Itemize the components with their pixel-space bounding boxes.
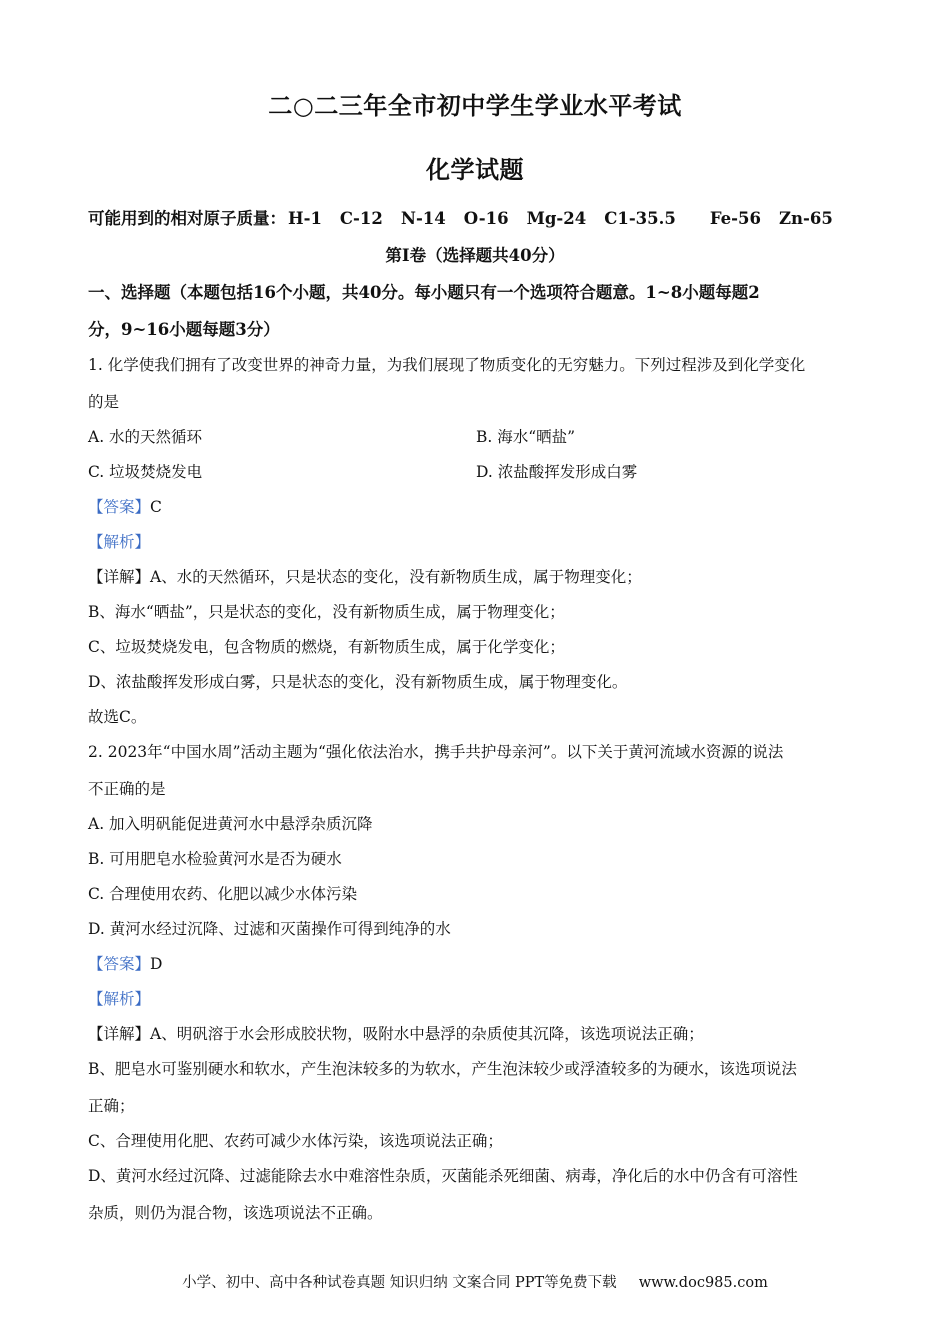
atomic-mass-item: Mg-24 [526,209,587,228]
q2-detail-b-line2: 正确； [88,1097,135,1115]
q1-option-c: C. 垃圾焚烧发电 [88,463,203,481]
q2-detail-c: C、合理使用化肥、农药可减少水体污染，该选项说法正确； [88,1132,503,1150]
q2-option-c: C. 合理使用农药、化肥以减少水体污染 [88,885,358,903]
atomic-mass-item: C-12 [339,209,383,228]
answer-tag: 【答案】 [88,955,151,973]
q2-detail-d-line1: D、黄河水经过沉降、过滤能除去水中难溶性杂质，灭菌能杀死细菌、病毒，净化后的水中仍含有可溶性 [88,1167,798,1185]
q2-detail-a [88,1022,704,1044]
q1-detail-c: C、垃圾焚烧发电，包含物质的燃烧，有新物质生成，属于化学变化； [88,638,565,656]
section-heading-line2: 分，9~16小题每题3分） [88,320,280,339]
exam-title: 二○二三年全市初中学生学业水平考试 [268,91,682,120]
q1-detail-b: B、海水“晒盐”，只是状态的变化，没有新物质生成，属于物理变化； [88,603,565,621]
q1-detail-d: D、浓盐酸挥发形成白雾，只是状态的变化，没有新物质生成，属于物理变化。 [88,673,628,691]
q2-answer: D [150,955,163,973]
atomic-mass-item: C1-35.5 [604,209,676,228]
q2-detail-b-line1: B、肥皂水可鉴别硬水和软水，产生泡沫较多的为软水，产生泡沫较少或浮渣较多的为硬水，该选项说法 [88,1060,797,1078]
q2-detail-a-text: A、明矾溶于水会形成胶状物，吸附水中悬浮的杂质使其沉降，该选项说法正确； [150,1025,704,1043]
q1-option-d: D. 浓盐酸挥发形成白雾 [476,463,638,481]
q2-option-b: B. 可用肥皂水检验黄河水是否为硬水 [88,850,342,868]
section-heading-line1: 一、选择题（本题包括16个小题，共40分。每小题只有一个选项符合题意。1~8小题每题2 [88,283,760,302]
q1-detail-a [88,565,642,587]
q2-stem-line2: 不正确的是 [88,780,166,798]
atomic-mass-line [88,205,851,229]
footer-url[interactable]: www.doc985.com [638,1275,768,1291]
atomic-mass-item: N-14 [400,209,446,228]
q1-option-a: A. 水的天然循环 [88,428,203,446]
q2-detail-d-line2: 杂质，则仍为混合物，该选项说法不正确。 [88,1204,383,1222]
atomic-mass-item: H-1 [288,209,322,228]
page-footer [0,1271,950,1292]
q1-answer-line [88,495,162,517]
atomic-mass-item: Zn-65 [778,209,833,228]
q1-conclusion: 故选C。 [88,708,147,726]
q2-answer-line [88,952,162,974]
q1-analysis-tag: 【解析】 [88,533,151,551]
atomic-mass-item: Fe-56 [709,209,761,228]
q2-option-a: A. 加入明矾能促进黄河水中悬浮杂质沉降 [88,815,373,833]
q2-option-d: D. 黄河水经过沉降、过滤和灭菌操作可得到纯净的水 [88,920,451,938]
detail-tag: 【详解】 [88,568,151,586]
subject-title: 化学试题 [426,155,524,184]
q1-stem-line1: 1. 化学使我们拥有了改变世界的神奇力量，为我们展现了物质变化的无穷魅力。下列过程涉及到化学变化 [88,356,806,374]
volume-title: 第I卷（选择题共40分） [385,246,565,265]
q2-stem-line1: 2. 2023年“中国水周”活动主题为“强化依法治水，携手共护母亲河”。以下关于黄河流域水资源的说法 [88,743,784,761]
q2-analysis-tag: 【解析】 [88,990,151,1008]
q1-answer: C [150,498,162,516]
footer-text: 小学、初中、高中各种试卷真题 知识归纳 文案合同 PPT等免费下载 [182,1275,617,1291]
q1-detail-a-text: A、水的天然循环，只是状态的变化，没有新物质生成，属于物理变化； [150,568,642,586]
q1-option-b: B. 海水“晒盐” [476,428,576,446]
detail-tag: 【详解】 [88,1025,151,1043]
q1-stem-line2: 的是 [88,393,120,411]
atomic-mass-label: 可能用到的相对原子质量： [88,209,286,228]
answer-tag: 【答案】 [88,498,151,516]
atomic-mass-item: O-16 [463,209,509,228]
